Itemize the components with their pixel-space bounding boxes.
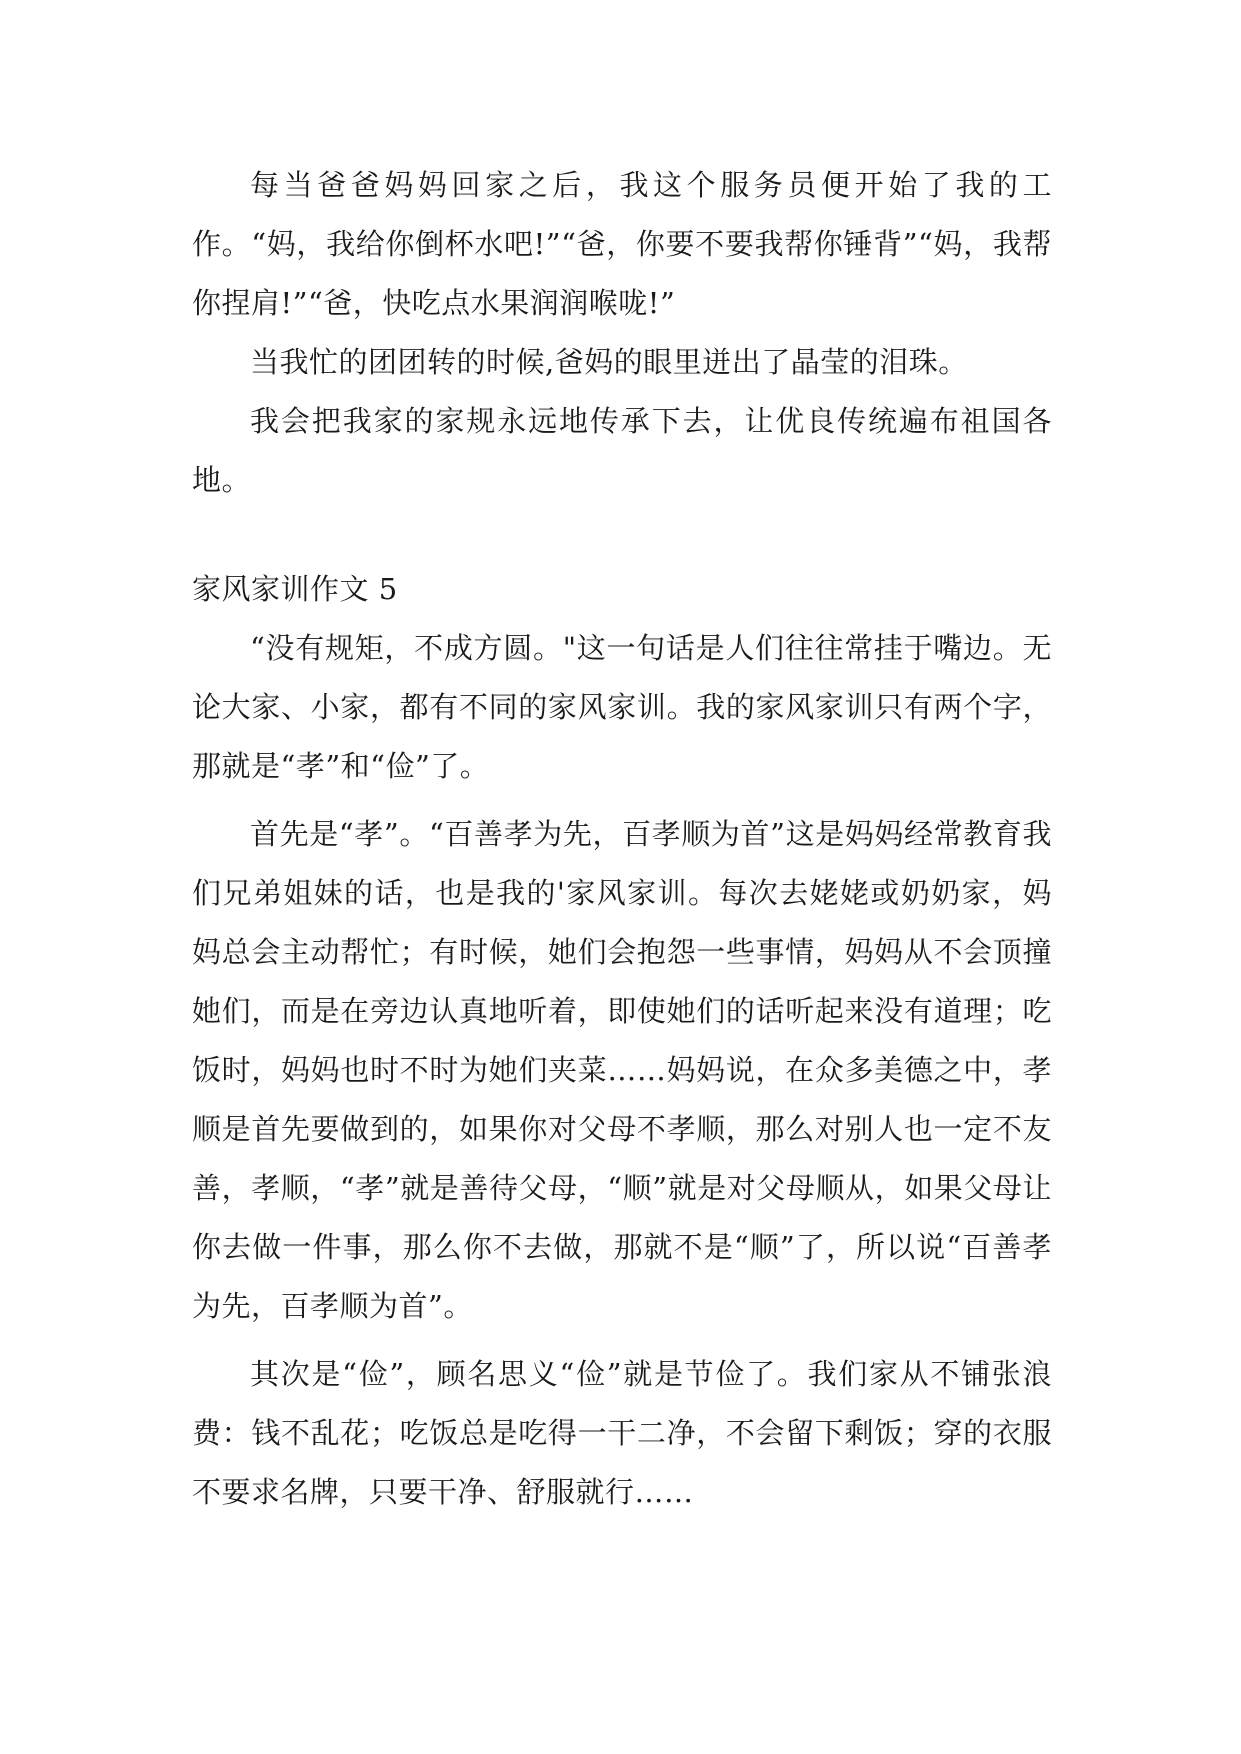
paragraph: “没有规矩，不成方圆。"这一句话是人们往往常挂于嘴边。无论大家、小家，都有不同的家风家训。我的家风家训只有两个字，那就是“孝”和“俭”了。 bbox=[192, 631, 1052, 783]
paragraph: 当我忙的团团转的时候,爸妈的眼里迸出了晶莹的泪珠。 bbox=[250, 345, 968, 379]
paragraph-gap bbox=[192, 1336, 1052, 1345]
paragraph: 我会把我家的家规永远地传承下去，让优良传统遍布祖国各地。 bbox=[192, 404, 1052, 497]
intro-text-block bbox=[192, 156, 1052, 510]
paragraph: 每当爸爸妈妈回家之后，我这个服务员便开始了我的工作。“妈，我给你倒杯水吧!”“爸，你要不要我帮你锤背”“妈，我帮你捏肩!”“爸，快吃点水果润润喉咙!” bbox=[192, 168, 1052, 320]
section-title: 家风家训作文 5 bbox=[192, 572, 398, 606]
paragraph: 首先是“孝”。“百善孝为先，百孝顺为首”这是妈妈经常教育我们兄弟姐妹的话，也是我的'家风家训。每次去姥姥或奶奶家，妈妈总会主动帮忙；有时候，她们会抱怨一些事情，妈妈从不会顶撞她们，而是在旁边认真地听着，即使她们的话听起来没有道理；吃饭时，妈妈也时不时为她们夹菜……妈妈说，在众多美德之中，孝顺是首先要做到的，如果你对父母不孝顺，那么对别人也一定不友善，孝顺，“孝”就是善待父母，“顺”就是对父母顺从，如果父母让你去做一件事，那么你不去做，那就不是“顺”了，所以说“百善孝为先，百孝顺为首”。 bbox=[192, 817, 1052, 1323]
paragraph: 其次是“俭”，顾名思义“俭”就是节俭了。我们家从不铺张浪费：钱不乱花；吃饭总是吃得一干二净，不会留下剩饭；穿的衣服不要求名牌，只要干净、舒服就行…… bbox=[192, 1357, 1052, 1509]
paragraph-gap bbox=[192, 796, 1052, 805]
essay-section bbox=[192, 560, 1052, 1522]
